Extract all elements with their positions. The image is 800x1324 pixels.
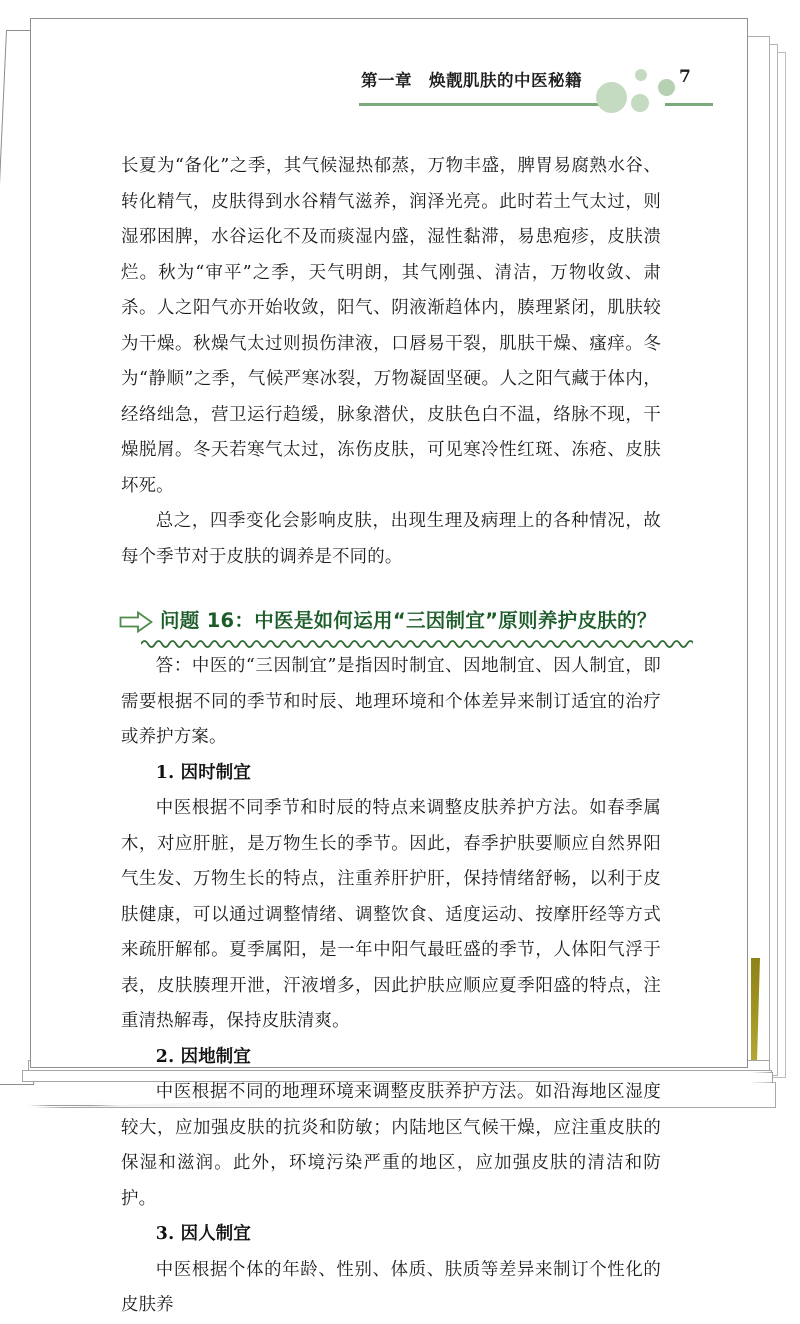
paragraph-seasons: 长夏为“备化”之季，其气候湿热郁蒸，万物丰盛，脾胃易腐熟水谷、转化精气，皮肤得到水谷精气滋养，润泽光亮。此时若土气太过，则湿邪困脾，水谷运化不及而痰湿内盛，湿性黏滞，易患疱疹，皮肤溃烂。秋为“审平”之季，天气明朗，其气刚强、清洁，万物收敛、肃杀。人之阳气亦开始收敛，阳气、阴液渐趋体内，腠理紧闭，肌肤较为干燥。秋燥气太过则损伤津液，口唇易干裂，肌肤干燥、瘙痒。冬为“静顺”之季，气候严寒冰裂，万物凝固坚硬。人之阳气藏于体内，经络绌急，营卫运行趋缓，脉象潜伏，皮肤色白不温，络脉不现，干燥脱屑。冬天若寒气太过，冻伤皮肤，可见寒冷性红斑、冻疮、皮肤坏死。 bbox=[121, 156, 661, 496]
question-heading-text: 问题 16：中医是如何运用“三因制宜”原则养护皮肤的？ bbox=[160, 609, 657, 632]
paragraph-summary: 总之，四季变化会影响皮肤，出现生理及病理上的各种情况，故每个季节对于皮肤的调养是不同的。 bbox=[121, 511, 661, 567]
section-title-2: 2. 因地制宜 bbox=[155, 1046, 251, 1067]
book-page bbox=[30, 18, 748, 1315]
header-rule-left bbox=[359, 103, 612, 106]
header-rule-right bbox=[665, 103, 713, 106]
decorative-circle-right-icon bbox=[658, 79, 675, 96]
decorative-circle-large-icon bbox=[596, 82, 627, 113]
running-head bbox=[31, 49, 747, 109]
text-column bbox=[121, 149, 661, 1324]
wavy-underline bbox=[141, 638, 693, 648]
section-text-3: 中医根据个体的年龄、性别、体质、肤质等差异来制订个性化的皮肤养 bbox=[121, 1259, 661, 1315]
paragraph-answer: 答：中医的“三因制宜”是指因时制宜、因地制宜、因人制宜，即需要根据不同的季节和时辰、地理环境和个体差异来制订适宜的治疗或养护方案。 bbox=[121, 656, 661, 747]
page-number: 7 bbox=[679, 67, 691, 87]
right-arrow-icon bbox=[119, 611, 153, 633]
decorative-circle-small-icon bbox=[635, 69, 647, 81]
decorative-circle-medium-icon bbox=[631, 94, 649, 112]
chapter-title: 第一章 焕靓肌肤的中医秘籍 bbox=[361, 71, 582, 90]
section-title-3: 3. 因人制宜 bbox=[155, 1224, 251, 1244]
section-text-1: 中医根据不同季节和时辰的特点来调整皮肤养护方法。如春季属木，对应肝脏，是万物生长的季节。因此，春季护肤要顺应自然界阳气生发、万物生长的特点，注重养肝护肝，保持情绪舒畅，以利于皮肤健康，可以通过调整情绪、调整饮食、适度运动、按摩肝经等方式来疏肝解郁。夏季属阳，是一年中阳气最旺盛的季节，人体阳气浮于表，皮肤腠理开泄，汗液增多，因此护肤应顺应夏季阳盛的特点，注重清热解毒，保持皮肤清爽。 bbox=[121, 798, 661, 1031]
question-heading-block bbox=[119, 605, 661, 649]
section-title-1: 1. 因时制宜 bbox=[155, 762, 251, 783]
section-text-2: 中医根据不同的地理环境来调整皮肤养护方法。如沿海地区湿度较大，应加强皮肤的抗炎和防敏；内陆地区气候干燥，应注重皮肤的保湿和滋润。此外，环境污染严重的地区，应加强皮肤的清洁和防护。 bbox=[121, 1082, 661, 1209]
